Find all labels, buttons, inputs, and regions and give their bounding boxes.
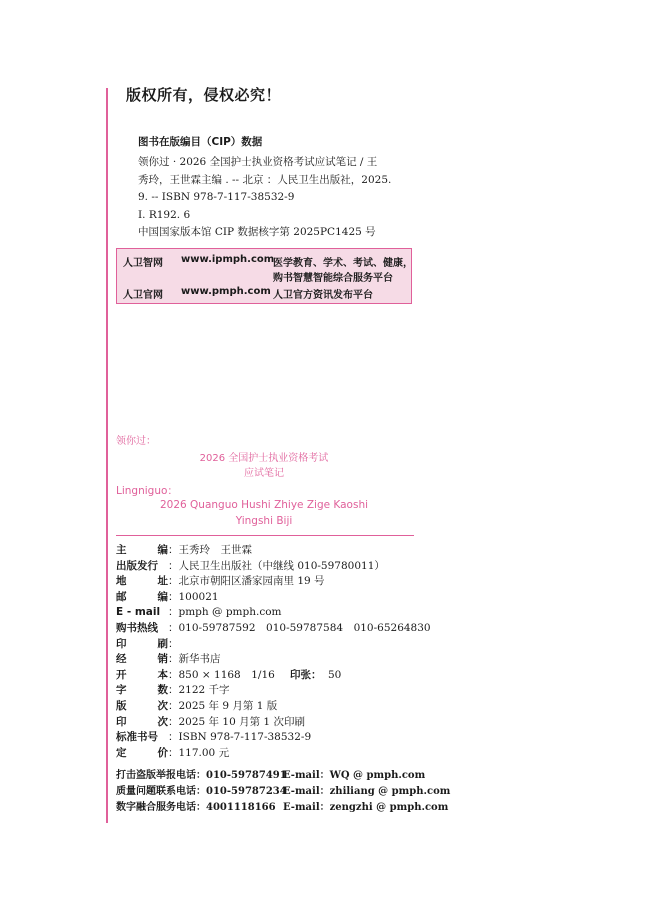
colophon-row: [116, 559, 416, 575]
colophon-key: 购书热线: [116, 621, 158, 634]
colophon-value: ：2122 千字: [168, 684, 230, 697]
colophon-key: 出版发行: [116, 559, 158, 572]
colophon-row: [116, 605, 416, 621]
colophon-row: [116, 699, 416, 715]
title-cn-prefix: 领你过：: [116, 436, 156, 447]
colophon-value: 50: [328, 668, 342, 681]
colophon-row: [116, 621, 431, 637]
colophon-row: [116, 574, 416, 590]
cip-line: 秀玲，王世霖主编 . -- 北京 ：人民卫生出版社，2025.: [138, 173, 392, 186]
contact-phone: 010-59787234: [206, 786, 287, 797]
colophon-key: E - mail: [116, 606, 161, 619]
colophon-value: ：ISBN 978-7-117-38532-9: [168, 731, 312, 744]
colophon-value: ：新华书店: [168, 653, 221, 666]
colophon-value: ：850 × 1168 1/16: [168, 668, 275, 681]
contact-label: 质量问题联系电话：: [116, 786, 206, 797]
cip-line: 9. -- ISBN 978-7-117-38532-9: [138, 191, 295, 203]
colophon-row: [116, 730, 416, 746]
colophon-key: 印 刷: [116, 637, 168, 650]
colophon-value: ：王秀玲 王世霖: [168, 544, 252, 556]
colophon-row: [116, 715, 416, 731]
title-en-line2: Yingshi Biji: [235, 515, 293, 527]
contact-label: 打击盗版举报电话：: [116, 770, 206, 781]
platform-desc: 购书智慧智能综合服务平台: [273, 273, 393, 284]
contact-email: E-mail：WQ @ pmph.com: [283, 770, 426, 781]
colophon-key: 定 价: [116, 746, 168, 759]
platform-desc: 医学教育、学术、考试、健康，: [273, 258, 413, 269]
colophon-row: [116, 590, 416, 606]
colophon: [116, 543, 431, 761]
colophon-row: [116, 746, 416, 762]
platform-label: 人卫官网: [123, 290, 163, 301]
colophon-key: 字 数: [116, 684, 168, 697]
colophon-value: ：117.00 元: [168, 746, 230, 759]
title-en-line1: 2026 Quanguo Hushi Zhiye Zige Kaoshi: [159, 499, 369, 511]
cip-heading: 图书在版编目（CIP）数据: [138, 136, 263, 148]
colophon-row: [116, 683, 416, 699]
title-cn-line2: 应试笔记: [244, 468, 284, 479]
contact-label: 数字融合服务电话：: [116, 802, 206, 813]
title-en-prefix: Lingniguo：: [116, 485, 178, 497]
colophon-value: ：: [168, 637, 179, 650]
colophon-row: [116, 668, 416, 684]
colophon-value: ：2025 年 10 月第 1 次印刷: [168, 715, 305, 728]
colophon-key: 地 址: [116, 575, 168, 588]
platform-desc: 人卫官方资讯发布平台: [273, 290, 373, 301]
platform-info-box: [116, 248, 412, 304]
title-cn-line1: 2026 全国护士执业资格考试: [199, 453, 329, 464]
cip-data: [138, 154, 428, 242]
margin-rule: [106, 88, 108, 823]
contact-row: [116, 768, 426, 784]
colophon-key: 印张：: [290, 668, 322, 681]
colophon-key: 主 编: [116, 544, 168, 556]
colophon-value: ：北京市朝阳区潘家园南里 19 号: [168, 575, 325, 588]
colophon-row: [116, 543, 416, 559]
contact-phone: 4001118166: [206, 802, 276, 813]
colophon-row: [116, 652, 416, 668]
platform-url[interactable]: www.ipmph.com: [181, 254, 275, 265]
colophon-value: ：2025 年 9 月第 1 版: [168, 699, 278, 712]
platform-label: 人卫智网: [123, 258, 163, 269]
colophon-value: ：010-59787592 010-59787584 010-65264830: [168, 621, 431, 634]
platform-url[interactable]: www.pmph.com: [181, 286, 271, 297]
colophon-key: 经 销: [116, 653, 168, 666]
colophon-row: [116, 637, 416, 653]
colophon-key: 印 次: [116, 715, 168, 728]
cip-line: Ⅰ. R192. 6: [138, 208, 191, 221]
contact-row: [116, 800, 449, 816]
colophon-value: ：pmph @ pmph.com: [168, 606, 282, 619]
colophon-key: 版 次: [116, 699, 168, 712]
colophon-key: 开 本: [116, 668, 168, 681]
colophon-key: 邮 编: [116, 590, 168, 603]
cip-line: 中国国家版本馆 CIP 数据核字第 2025PC1425 号: [138, 226, 376, 238]
contact-list: [116, 768, 451, 816]
contact-phone: 010-59787491: [206, 770, 287, 781]
contact-email: E-mail：zhiliang @ pmph.com: [283, 786, 451, 797]
colophon-value: ：人民卫生出版社（中继线 010-59780011）: [168, 559, 385, 572]
divider: [116, 535, 414, 536]
copyright-notice: 版权所有，侵权必究！: [126, 86, 282, 104]
colophon-key: 标准书号: [116, 731, 158, 744]
contact-email: E-mail：zengzhi @ pmph.com: [283, 802, 449, 813]
colophon-value: ：100021: [168, 590, 219, 603]
contact-row: [116, 784, 451, 800]
cip-line: 领你过 · 2026 全国护士执业资格考试应试笔记 / 王: [138, 156, 378, 168]
